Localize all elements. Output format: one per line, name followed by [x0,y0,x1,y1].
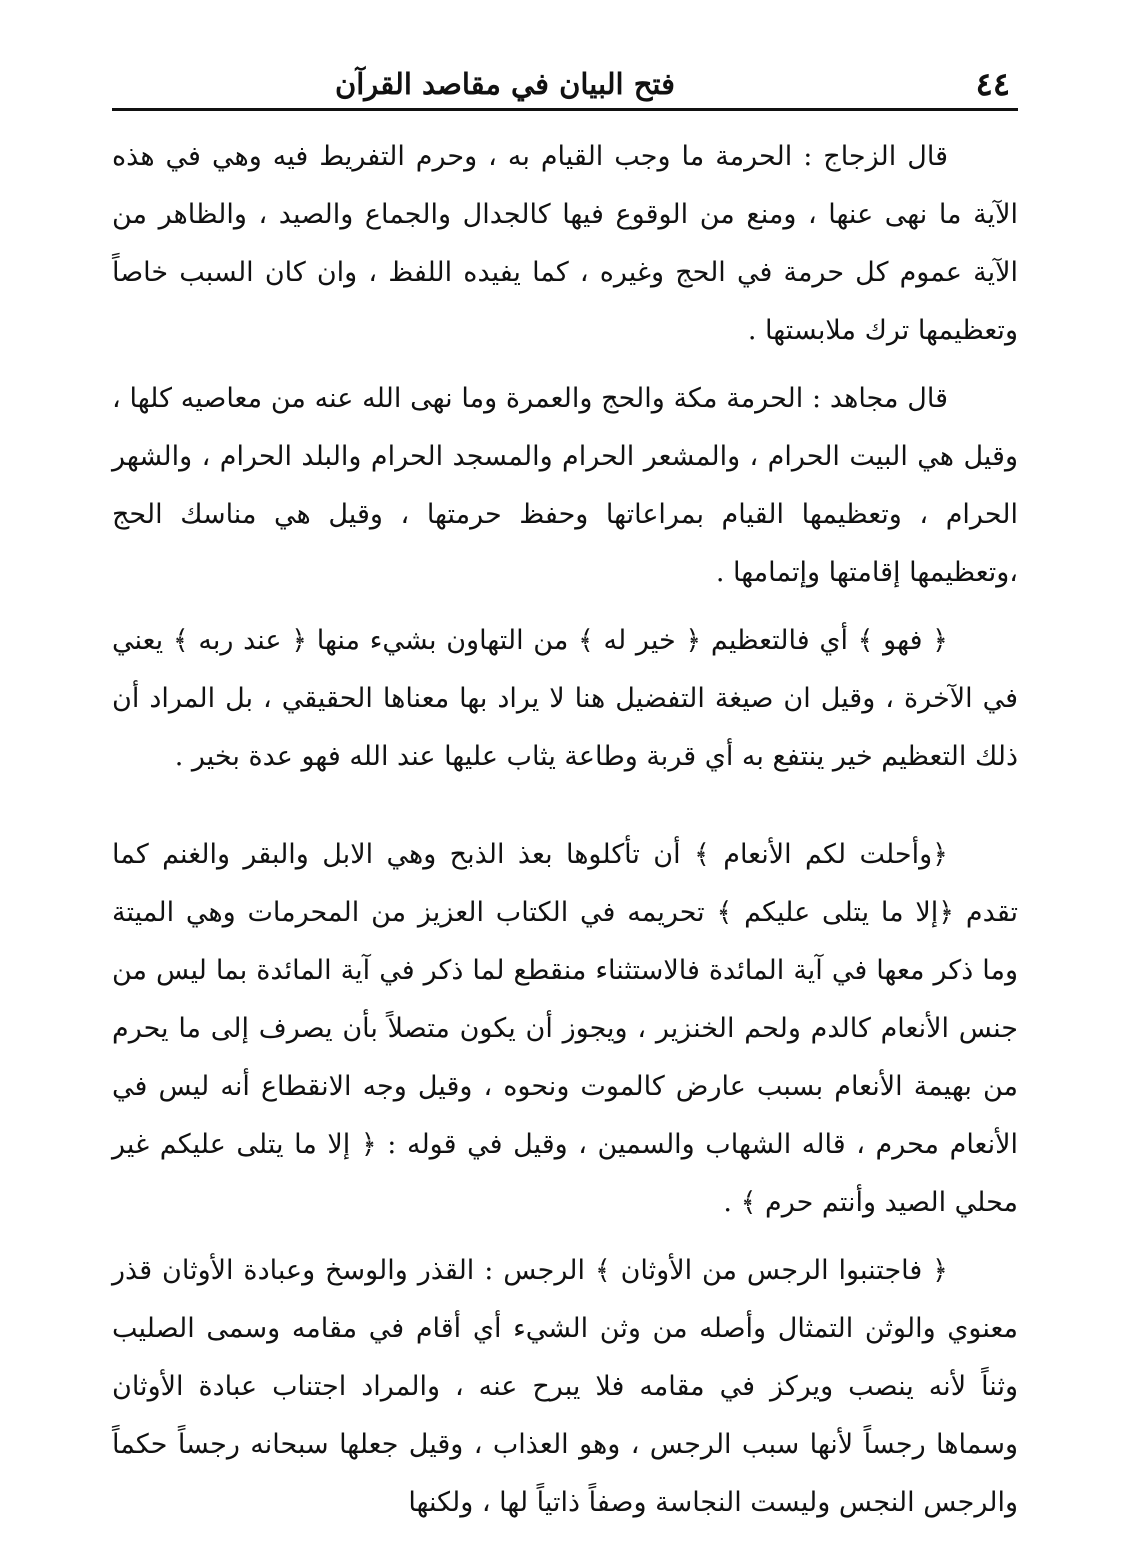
paragraph-4: ﴿وأحلت لكم الأنعام ﴾ أن تأكلوها بعذ الذبح وهي الابل والبقر والغنم كما تقدم ﴿إلا ما يتلى عليكم ﴾ تحريمه في الكتاب العزيز من المحرمات وهي الميتة وما ذكر معها في آية المائدة فالاستثناء منقطع لما ذكر في آية المائدة بما ليس من جنس الأنعام كالدم ولحم الخنزير ، ويجوز أن يكون متصلاً بأن يصرف إلى ما يحرم من بهيمة الأنعام بسبب عارض كالموت ونحوه ، وقيل وجه الانقطاع أنه ليس في الأنعام محرم ، قاله الشهاب والسمين ، وقيل في قوله : ﴿ إلا ما يتلى عليكم غير محلي الصيد وأنتم حرم ﴾ . [112,839,1018,1218]
paragraph-3: ﴿ فهو ﴾ أي فالتعظيم ﴿ خير له ﴾ من التهاون بشيء منها ﴿ عند ربه ﴾ يعني في الآخرة ، وقيل ان صيغة التفضيل هنا لا يراد بها معناها الحقيقي ، بل المراد أن ذلك التعظيم خير ينتفع به أي قربة وطاعة يثاب عليها عند الله فهو عدة بخير . [112,625,1018,772]
running-header [112,62,1018,106]
paragraph-1: قال الزجاج : الحرمة ما وجب القيام به ، وحرم التفريط فيه وهي في هذه الآية ما نهى عنها ، ومنع من الوقوع فيها كالجدال والجماع والصيد ، والظاهر من الآية عموم كل حرمة في الحج وغيره ، كما يفيده اللفظ ، وان كان السبب خاصاً وتعظيمها ترك ملابستها . [112,141,1018,346]
page-number: ٤٤ [975,65,1010,103]
body-text [112,128,1018,1542]
paragraph-2: قال مجاهد : الحرمة مكة والحج والعمرة وما نهى الله عنه من معاصيه كلها ، وقيل هي البيت الحرام ، والمشعر الحرام والمسجد الحرام والبلد الحرام ، والشهر الحرام ، وتعظيمها القيام بمراعاتها وحفظ حرمتها ، وقيل هي مناسك الحج ،وتعظيمها إقامتها وإتمامها . [112,383,1018,588]
book-title: فتح البيان في مقاصد القرآن [334,67,676,101]
paragraph-5: ﴿ فاجتنبوا الرجس من الأوثان ﴾ الرجس : القذر والوسخ وعبادة الأوثان قذر معنوي والوثن التمثال وأصله من وثن الشيء أي أقام في مقامه وسمى الصليب وثناً لأنه ينصب ويركز في مقامه فلا يبرح عنه ، والمراد اجتناب عبادة الأوثان وسماها رجساً لأنها سبب الرجس ، وهو العذاب ، وقيل جعلها سبحانه رجساً حكماً والرجس النجس وليست النجاسة وصفاً ذاتياً لها ، ولكنها [112,1255,1018,1518]
header-rule [112,108,1018,111]
